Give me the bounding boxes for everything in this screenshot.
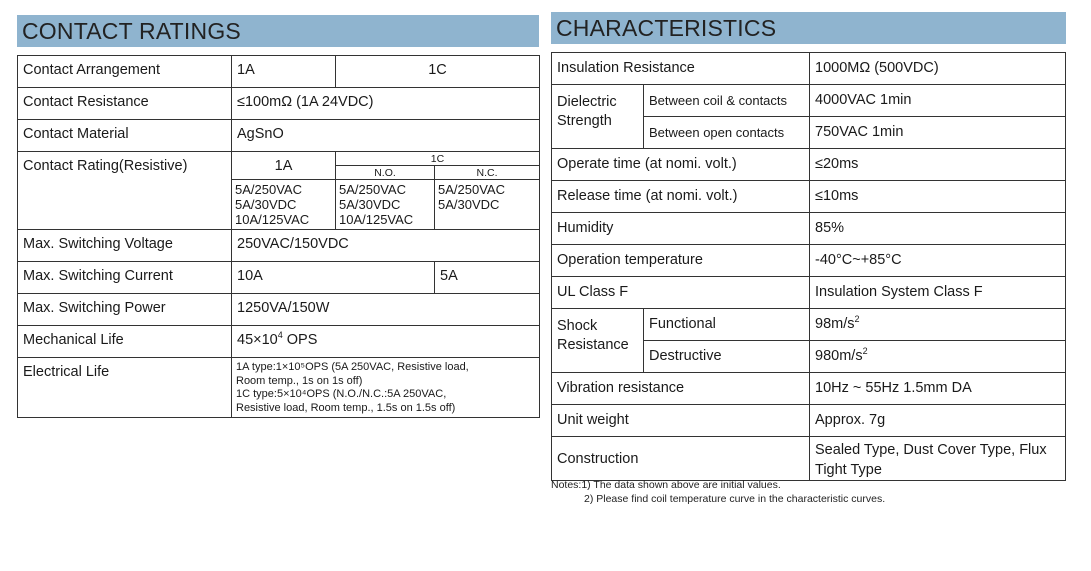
notes: [551, 478, 885, 506]
table-row: [552, 309, 1066, 341]
row-sublabel: Destructive: [644, 341, 810, 373]
row-value: ≤100mΩ (1A 24VDC): [232, 88, 540, 120]
row-label: Max. Switching Voltage: [18, 230, 232, 262]
table-row: [18, 120, 540, 152]
rating-nc-header: N.C.: [435, 166, 540, 180]
electrical-life-value: 1A type:1×10⁵OPS (5A 250VAC, Resistive load, Room temp., 1s on 1s off) 1C type:5×10⁴OPS (N.O./N.C.:5A 250VAC, Resistive load, Room temp., 1.5s on 1.5s off): [232, 358, 540, 418]
row-label: Contact Arrangement: [18, 56, 232, 88]
row-label: Shock Resistance: [552, 309, 644, 373]
rating-1a-header: 1A: [232, 152, 336, 180]
contact-ratings-table: [17, 55, 540, 418]
row-label: UL Class F: [552, 277, 810, 309]
row-value: 4000VAC 1min: [810, 85, 1066, 117]
table-row: [18, 88, 540, 120]
rating-1a-values: 5A/250VAC 5A/30VDC 10A/125VAC: [232, 180, 336, 230]
row-value: 1250VA/150W: [232, 294, 540, 326]
row-value: 85%: [810, 213, 1066, 245]
row-value: $980m/s^2$: [810, 341, 1066, 373]
row-label: Electrical Life: [18, 358, 232, 418]
table-row: [552, 181, 1066, 213]
row-value: $45\times 10^4$ OPS: [232, 326, 540, 358]
row-label: Release time (at nomi. volt.): [552, 181, 810, 213]
row-label: Dielectric Strength: [552, 85, 644, 149]
table-row: [552, 405, 1066, 437]
arrangement-1c: 1C: [336, 56, 540, 88]
row-label: Mechanical Life: [18, 326, 232, 358]
row-label: Max. Switching Current: [18, 262, 232, 294]
row-label: Operation temperature: [552, 245, 810, 277]
rating-no-header: N.O.: [336, 166, 435, 180]
row-label: Max. Switching Power: [18, 294, 232, 326]
table-row: [18, 56, 540, 88]
row-label: Contact Resistance: [18, 88, 232, 120]
table-row: [552, 53, 1066, 85]
row-value: 250VAC/150VDC: [232, 230, 540, 262]
row-value: 10A: [232, 262, 435, 294]
contact-ratings-title: CONTACT RATINGS: [17, 15, 539, 47]
table-row: [18, 230, 540, 262]
row-value: $98m/s^2$: [810, 309, 1066, 341]
arrangement-1a: 1A: [232, 56, 336, 88]
rating-no-values: 5A/250VAC 5A/30VDC 10A/125VAC: [336, 180, 435, 230]
rating-nc-values: 5A/250VAC 5A/30VDC: [435, 180, 540, 230]
row-sublabel: Between open contacts: [644, 117, 810, 149]
row-value: Approx. 7g: [810, 405, 1066, 437]
table-row: [18, 358, 540, 418]
table-row: [552, 149, 1066, 181]
row-sublabel: Between coil & contacts: [644, 85, 810, 117]
row-sublabel: Functional: [644, 309, 810, 341]
note-1: Notes:1) The data shown above are initial values.: [551, 479, 781, 491]
table-row: [18, 152, 540, 166]
table-row: [552, 277, 1066, 309]
row-value: Insulation System Class F: [810, 277, 1066, 309]
row-value: 1000MΩ (500VDC): [810, 53, 1066, 85]
table-row: [552, 85, 1066, 117]
row-label: Unit weight: [552, 405, 810, 437]
row-value: AgSnO: [232, 120, 540, 152]
table-row: [552, 437, 1066, 481]
row-value: ≤20ms: [810, 149, 1066, 181]
row-label: Operate time (at nomi. volt.): [552, 149, 810, 181]
row-label: Vibration resistance: [552, 373, 810, 405]
row-value: 750VAC 1min: [810, 117, 1066, 149]
table-row: [552, 245, 1066, 277]
row-label: Humidity: [552, 213, 810, 245]
characteristics-title: CHARACTERISTICS: [551, 12, 1066, 44]
row-label: Contact Material: [18, 120, 232, 152]
table-row: [552, 213, 1066, 245]
row-value: -40°C~+85°C: [810, 245, 1066, 277]
row-value-2: 5A: [435, 262, 540, 294]
table-row: [18, 262, 540, 294]
row-value: ≤10ms: [810, 181, 1066, 213]
row-value: Sealed Type, Dust Cover Type, Flux Tight Type: [810, 437, 1066, 481]
characteristics-table: [551, 52, 1066, 481]
table-row: [552, 373, 1066, 405]
table-row: [18, 326, 540, 358]
rating-1c-header: 1C: [336, 152, 540, 166]
table-row: [18, 294, 540, 326]
row-label: Contact Rating(Resistive): [18, 152, 232, 230]
row-label: Construction: [552, 437, 810, 481]
note-2: 2) Please find coil temperature curve in the characteristic curves.: [584, 493, 886, 505]
row-label: Insulation Resistance: [552, 53, 810, 85]
row-value: 10Hz ~ 55Hz 1.5mm DA: [810, 373, 1066, 405]
